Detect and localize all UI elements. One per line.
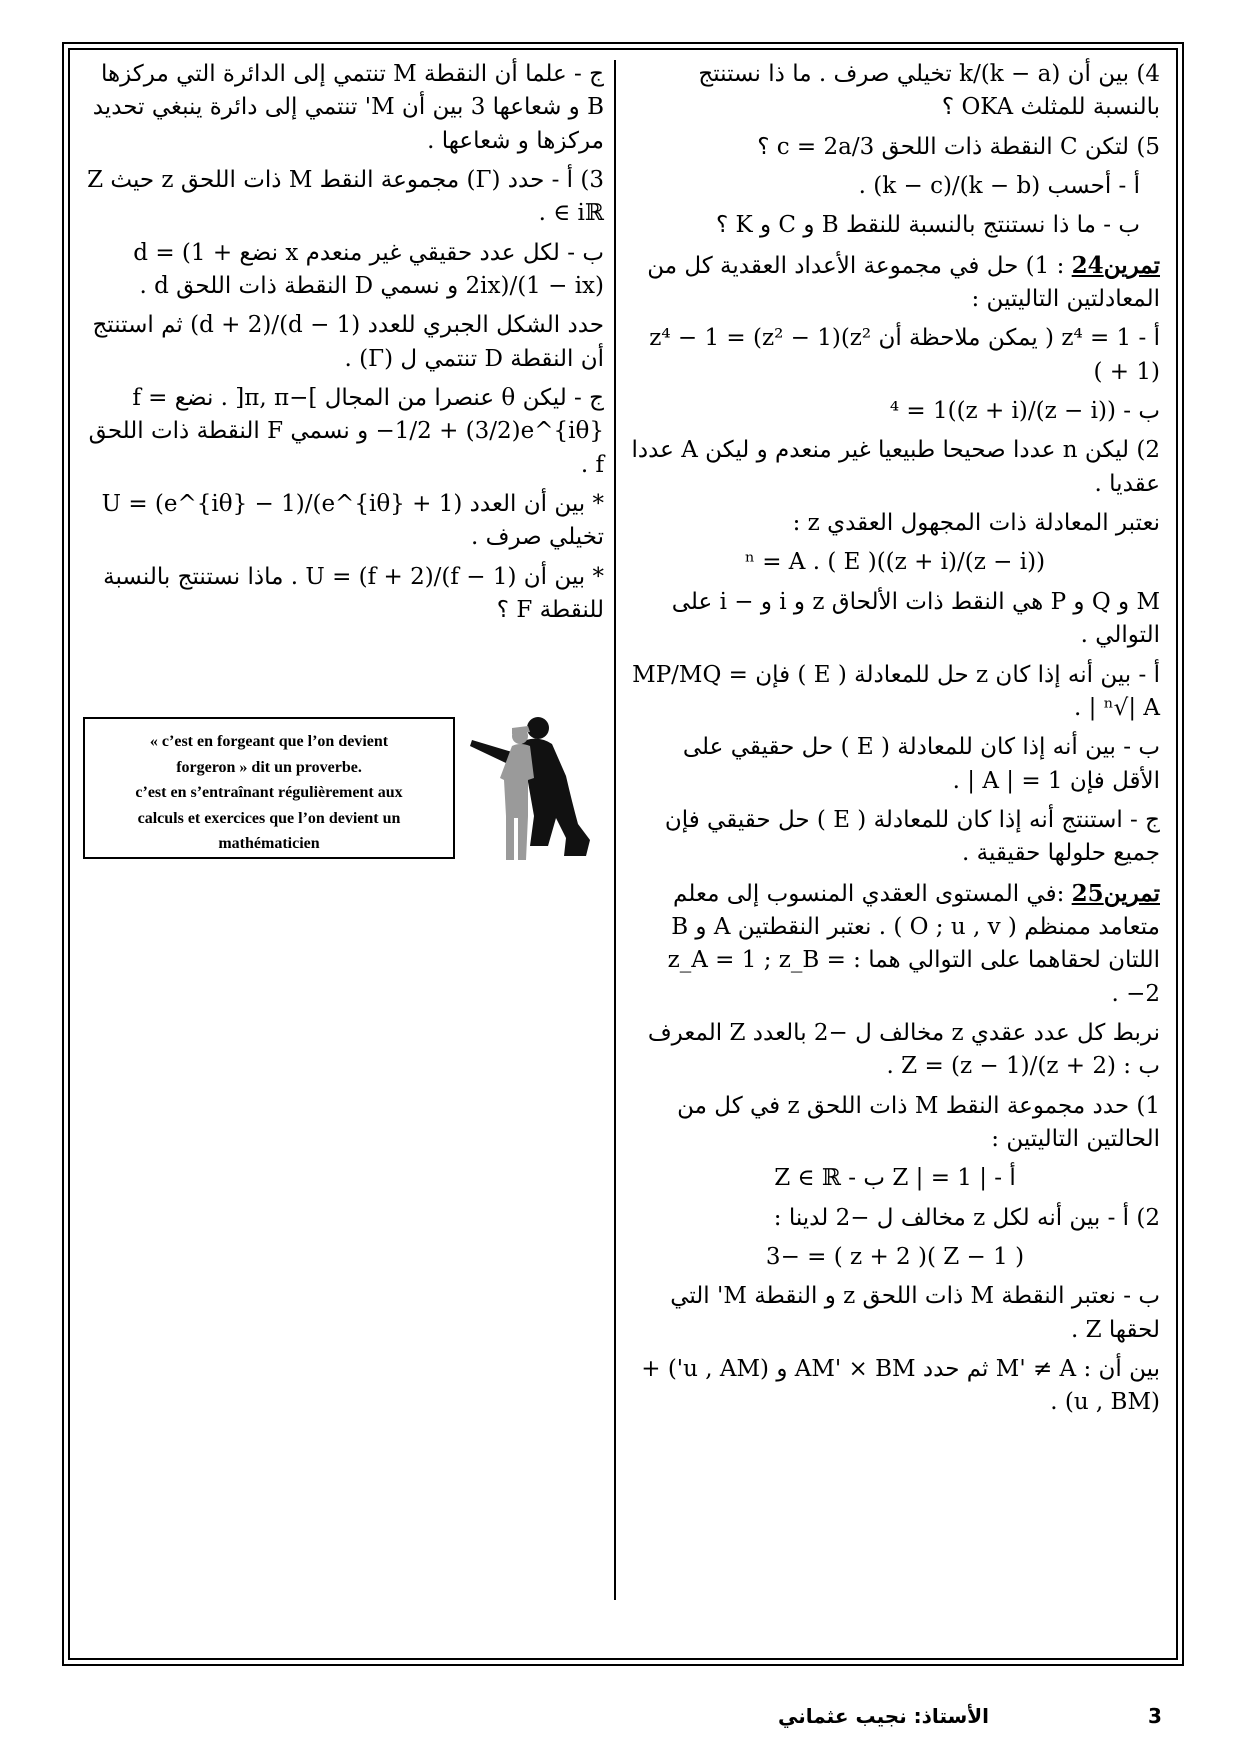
exercise-24-2: 2) ليكن n عددا صحيحا طبيعيا غير منعدم و ليكن A عددا عقديا .	[631, 437, 1160, 497]
exercise-24-1b: ب - ((z − i)/(z + i))⁴ = 1	[889, 398, 1160, 425]
exercise-25-1: 1) حدد مجموعة النقط M ذات اللحق z في كل من الحالتين التاليتين :	[677, 1092, 1160, 1152]
question-3c: ج - ليكن θ عنصرا من المجال ]−π, π[ . نضع f = −1/2 + (3/2)e^{iθ} و نسمي F النقطة ذات اللحق f .	[88, 385, 604, 478]
exercise-24-a: أ - بين أنه إذا كان z حل للمعادلة ( E ) فإن MP/MQ = ⁿ√| A | .	[632, 661, 1160, 721]
exercise-24-c: ج - استنتج أنه إذا كان للمعادلة ( E ) حل حقيقي فإن جميع حلولها حقيقية .	[664, 806, 1160, 867]
exercise-24-equation: ((z − i)/(z + i))ⁿ = A . ( E )	[744, 549, 1046, 576]
question-5b: ب - ما ذا نستنتج بالنسبة للنقط B و C و K ؟	[715, 212, 1140, 239]
quote-line-4: calculs et exercices que l’on devient un	[137, 809, 401, 827]
quote-line-3: c’est en s’entraînant régulièrement aux	[135, 784, 403, 802]
exercise-24-intro: : 1) حل في مجموعة الأعداد العقدية كل من المعادلتين التاليتين :	[647, 252, 1160, 313]
exercise-25-2b: ب - نعتبر النقطة M ذات اللحق z و النقطة M' التي لحقها Z .	[670, 1283, 1160, 1343]
teacher-child-illustration	[468, 706, 604, 862]
question-3c-star-2: * بين أن (f − 1)/(f + 2) = U . ماذا نستنتج بالنسبة للنقطة F ؟	[103, 563, 604, 624]
question-3b-2: حدد الشكل الجبري للعدد (d − 1)/(d + 2) ثم استنتج أن النقطة D تنتمي ل (Γ) .	[92, 312, 604, 372]
exercise-24-b: ب - بين أنه إذا كان للمعادلة ( E ) حل حقيقي على الأقل فإن 1 = | A | .	[682, 734, 1160, 794]
exercise-25-2a-equation: ( Z − 1 )( z + 2 ) = −3	[765, 1244, 1025, 1270]
exercise-25	[630, 877, 1160, 1011]
question-3b: ب - لكل عدد حقيقي غير منعدم x نضع d = (1 + 2ix)/(1 − ix) و نسمي D النقطة ذات اللحق d .	[133, 239, 604, 300]
quote-line-5: mathématicien	[218, 835, 320, 853]
question-5a: أ - أحسب (k − b)/(k − c) .	[858, 173, 1140, 200]
exercise-25-1-cases: أ - | Z | = 1 ب - Z ∈ ℝ	[774, 1165, 1016, 1192]
exercise-25-label: تمرين25	[1071, 879, 1160, 907]
exercise-24-points: M و Q و P هي النقط ذات الألحاق z و i و − i على التوالي .	[671, 588, 1160, 649]
exercise-25-2a: 2) أ - بين أنه لكل z مخالف ل −2 لدينا :	[773, 1204, 1160, 1231]
left-column	[80, 58, 604, 634]
exercise-24-label: تمرين24	[1071, 251, 1160, 279]
column-divider	[614, 60, 616, 1600]
question-4: 4) بين أن (k − a)/k تخيلي صرف . ما ذا نستنتج بالنسبة للمثلث OKA ؟	[698, 61, 1160, 121]
question-3a: 3) أ - حدد (Γ) مجموعة النقط M ذات اللحق z حيث Z ∈ iℝ .	[87, 167, 604, 227]
exercise-24-1a: أ - z⁴ = 1 ( يمكن ملاحظة أن z⁴ − 1 = (z² − 1)(z² + 1) )	[649, 325, 1160, 385]
exercise-24-equation-intro: نعتبر المعادلة ذات المجهول العقدي z :	[792, 510, 1160, 537]
right-column	[630, 58, 1160, 1426]
quote-line-2: forgeron » dit un proverbe.	[176, 758, 362, 776]
author-name: الأستاذ: نجيب عثماني	[778, 1704, 990, 1728]
part-c: ج - علما أن النقطة M تنتمي إلى الدائرة التي مركزها B و شعاعها 3 بين أن M' تنتمي إلى دائرة ينبغي تحديد مركزها و شعاعها .	[92, 61, 604, 154]
exercise-25-association: نربط كل عدد عقدي z مخالف ل −2 بالعدد Z المعرف ب : Z = (z − 1)/(z + 2) .	[647, 1019, 1160, 1080]
quote-line-1: « c’est en forgeant que l’on devient	[149, 733, 389, 750]
exercise-25-intro: :في المستوى العقدي المنسوب إلى معلم متعامد ممنظم ( O ; u , v ) . نعتبر النقطتين A و B اللتان لحقاهما على التوالي هما : z_A = 1 ; z_B = −2 .	[667, 880, 1160, 1007]
proverb-quote-box	[83, 717, 455, 859]
page-number: 3	[1148, 1704, 1162, 1728]
exercise-25-2b-show: بين أن : M' ≠ A ثم حدد AM' × BM و (u , AM') + (u , BM) .	[641, 1356, 1160, 1416]
question-5: 5) لتكن C النقطة ذات اللحق c = 2a/3 ؟	[757, 133, 1160, 160]
exercise-24	[630, 249, 1160, 317]
question-3c-star-1: * بين أن العدد U = (e^{iθ} − 1)/(e^{iθ} + 1) تخيلي صرف .	[101, 491, 604, 551]
